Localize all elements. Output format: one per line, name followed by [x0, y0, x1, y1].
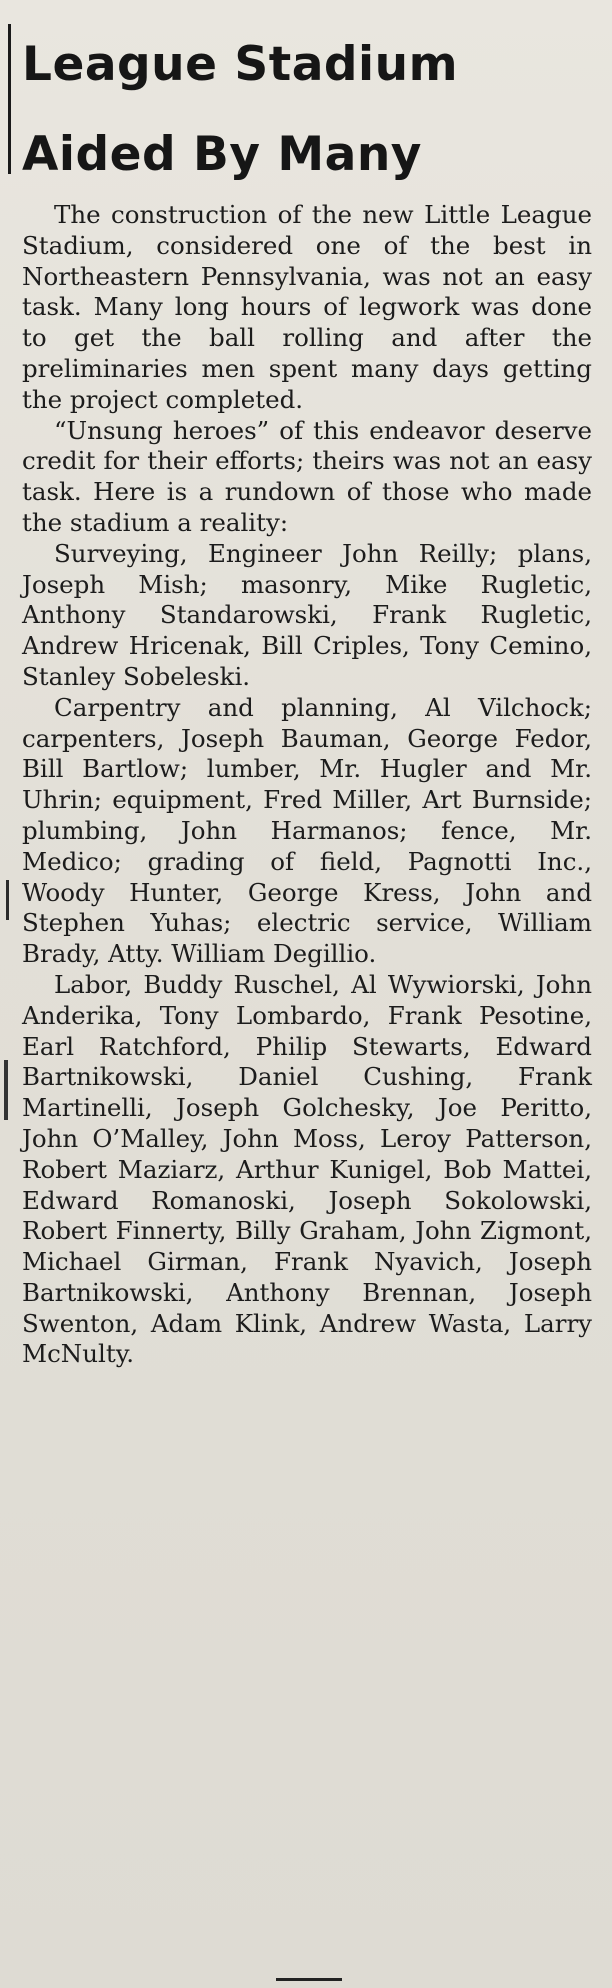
column-rule-fragment — [6, 880, 9, 920]
paragraph-surveying-masonry: Surveying, Engineer John Reilly; plans, Joseph Mish; masonry, Mike Rugletic, Anthony Standarowski, Frank Rugletic, Andrew Hricenak, Bill Criples, Tony Cemino, Stanley Sobeleski. — [22, 538, 592, 691]
column-rule-fragment — [4, 1060, 8, 1120]
column-rule — [8, 24, 11, 174]
headline-line-2: Aided By Many — [22, 127, 422, 182]
headline-line-1: League Stadium — [22, 37, 459, 92]
paragraph-intro: The construction of the new Little League Stadium, considered one of the best in Northeastern Pennsylvania, was not an easy task. Many long hours of legwork was done to get the ball rolling and after the preliminaries men spent many days getting the project completed. — [22, 200, 592, 414]
paragraph-carpentry-services: Carpentry and planning, Al Vilchock; carpenters, Joseph Bauman, George Fedor, Bill Bartlow; lumber, Mr. Hugler and Mr. Uhrin; equipment, Fred Miller, Art Burnside; plumbing, John Harmanos; fence, Mr. Medico; grading of field, Pagnotti Inc., Woody Hunter, George Kress, John and Stephen Yuhas; electric service, William Brady, Atty. William Degillio. — [22, 692, 592, 969]
paragraph-unsung-heroes: “Unsung heroes” of this endeavor deserve credit for their efforts; theirs was not an easy task. Here is a rundown of those who made the stadium a reality: — [22, 415, 592, 537]
article-body — [22, 200, 592, 1370]
paragraph-labor: Labor, Buddy Ruschel, Al Wywiorski, John Anderika, Tony Lombardo, Frank Pesotine, Earl Ratchford, Philip Stewarts, Edward Bartnikowski, Daniel Cushing, Frank Martinelli, Joseph Golchesky, Joe Peritto, John O’Malley, John Moss, Leroy Patterson, Robert Maziarz, Arthur Kunigel, Bob Mattei, Edward Romanoski, Joseph Sokolowski, Robert Finnerty, Billy Graham, John Zigmont, Michael Girman, Frank Nyavich, Joseph Bartnikowski, Anthony Brennan, Joseph Swenton, Adam Klink, Andrew Wasta, Larry McNulty. — [22, 969, 592, 1369]
end-of-article-rule — [276, 1978, 342, 1981]
